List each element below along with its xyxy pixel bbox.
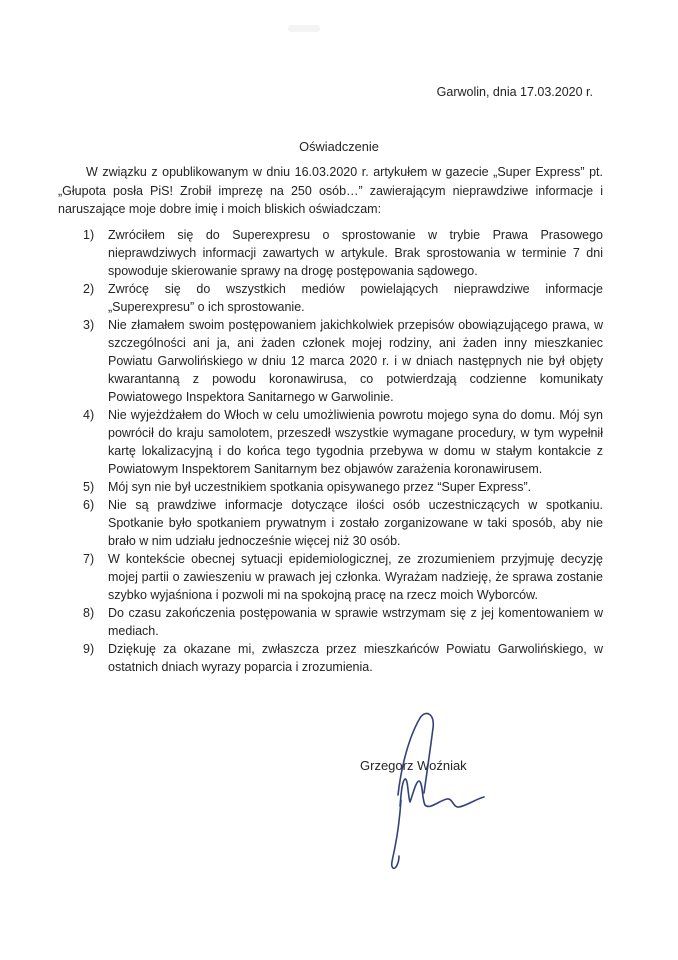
list-item [83, 640, 603, 676]
numbered-list [83, 226, 603, 676]
list-item-number: 2) [83, 282, 95, 296]
list-item [83, 550, 603, 604]
list-item-text: Dziękuję za okazane mi, zwłaszcza przez mieszkańców Powiatu Garwolińskiego, w ostatnich dniach wyrazy poparcia i zrozumienia. [108, 642, 603, 674]
list-item-number: 6) [83, 498, 95, 512]
signature-name: Grzegorz Woźniak [360, 758, 467, 773]
document-title: Oświadczenie [299, 139, 379, 154]
intro-paragraph: W związku z opublikowanym w dniu 16.03.2020 r. artykułem w gazecie „Super Express” pt. „Głupota posła PiS! Zrobił imprezę na 250 osób…” zawierającym nieprawdziwe informacje i naruszające moje dobre imię i moich bliskich oświadczam: [58, 165, 603, 216]
list-item-number: 7) [83, 552, 95, 566]
list-item-text: Nie złamałem swoim postępowaniem jakichkolwiek przepisów obowiązującego prawa, w szczególności ani ja, ani żaden członek mojej rodziny, ani żaden inny mieszkaniec Powiatu Garwolińskiego w dniu 12 marca 2020 r. i w dniach następnych nie był objęty kwarantanną z powodu koronawirusa, co potwierdzają codzienne komunikaty Powiatowego Inspektora Sanitarnego w Garwolinie. [108, 318, 603, 404]
list-item-number: 1) [83, 228, 95, 242]
list-item-number: 8) [83, 606, 95, 620]
list-item-text: Nie wyjeżdżałem do Włoch w celu umożliwienia powrotu mojego syna do domu. Mój syn powrócił do kraju samolotem, przeszedł wszystkie wymagane procedury, w tym wypełnił kartę lokalizacyjną i do końca tego tygodnia przebywa w domu w stałym kontakcie z Powiatowym Inspektorem Sanitarnym bez objawów zarażenia koronawirusem. [108, 408, 603, 476]
list-item-text: Do czasu zakończenia postępowania w sprawie wstrzymam się z jej komentowaniem w mediach. [108, 606, 603, 638]
list-item [83, 406, 603, 478]
list-item-number: 5) [83, 480, 95, 494]
list-item [83, 604, 603, 640]
scan-smudge [288, 25, 320, 32]
date-line: Garwolin, dnia 17.03.2020 r. [436, 85, 593, 99]
list-item-text: Mój syn nie był uczestnikiem spotkania opisywanego przez “Super Express”. [108, 480, 532, 494]
signature-scribble [380, 702, 500, 882]
list-item [83, 280, 603, 316]
list-item [83, 226, 603, 280]
list-item-text: W kontekście obecnej sytuacji epidemiologicznej, ze zrozumieniem przyjmuję decyzję mojej partii o zawieszeniu w prawach jej członka. Wyrażam nadzieję, że sprawa zostanie szybko wyjaśniona i pozwoli mi na spokojną pracę na rzecz moich Wyborców. [108, 552, 603, 602]
list-item-text: Nie są prawdziwe informacje dotyczące ilości osób uczestniczących w spotkaniu. Spotkanie było spotkaniem prywatnym i zostało zorganizowane w taki sposób, aby nie brało w nim udziału jednocześnie więcej niż 30 osób. [108, 498, 603, 548]
list-item [83, 316, 603, 406]
list-item [83, 496, 603, 550]
list-item-number: 4) [83, 408, 95, 422]
list-item-text: Zwróciłem się do Superexpresu o sprostowanie w trybie Prawa Prasowego nieprawdziwych informacji zawartych w artykule. Brak sprostowania w terminie 7 dni spowoduje skierowanie sprawy na drogę postępowania sądowego. [108, 228, 603, 278]
list-item-number: 9) [83, 642, 95, 656]
list-item-text: Zwrócę się do wszystkich mediów powielających nieprawdziwe informacje „Superexpresu” o ich sprostowanie. [108, 282, 603, 314]
list-item-number: 3) [83, 318, 95, 332]
list-item [83, 478, 603, 496]
